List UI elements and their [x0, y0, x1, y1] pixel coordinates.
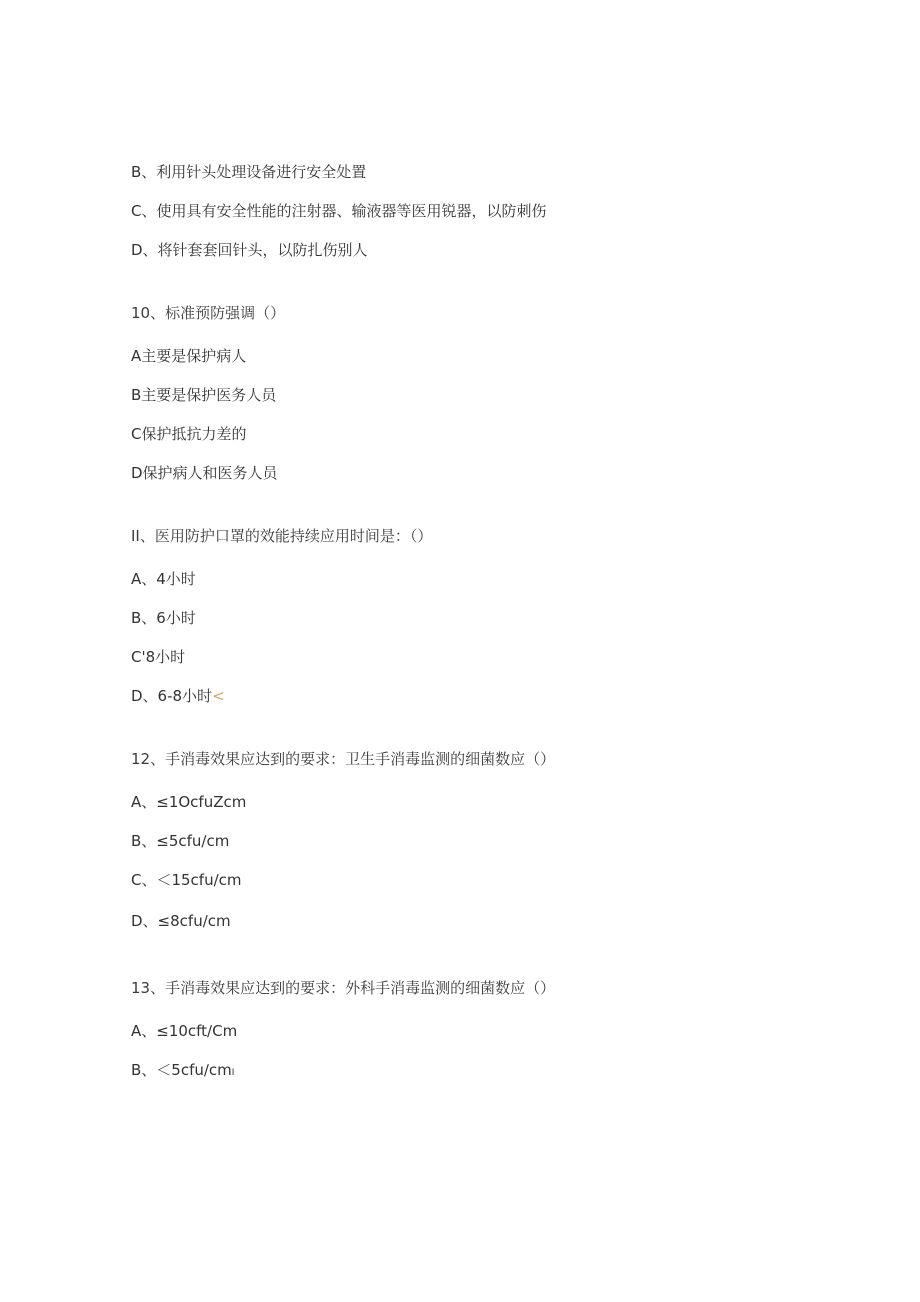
q12-option-c: C、＜15cfu∕cm	[131, 871, 242, 889]
q11-option-d	[131, 686, 225, 706]
q13-option-b-sub: I	[231, 1068, 235, 1078]
q11-option-c: C'8小时	[131, 648, 186, 666]
q12-option-d: D、≤8cfu∕cm	[131, 912, 231, 930]
q13-option-b-text: B、＜5cfu∕cm	[131, 1061, 232, 1079]
q12-question: 12、手消毒效果应达到的要求：卫生手消毒监测的细菌数应（）	[131, 750, 556, 768]
q11-option-d-mark: <	[212, 687, 225, 705]
q11-option-d-text: D、6-8小时	[131, 687, 213, 705]
q9-option-d: D、将针套套回针头，以防扎伤别人	[131, 241, 368, 259]
q12-option-b: B、≤5cfu∕cm	[131, 832, 230, 850]
q13-question: 13、手消毒效果应达到的要求：外科手消毒监测的细菌数应（）	[131, 979, 556, 997]
q10-option-a: A主要是保护病人	[131, 347, 247, 365]
q10-question: 10、标准预防强调（）	[131, 304, 286, 322]
q11-option-a: A、4小时	[131, 570, 196, 588]
q13-option-b	[131, 1060, 234, 1083]
q10-option-b: B主要是保护医务人员	[131, 386, 277, 404]
q13-option-a: A、≤10cft∕Cm	[131, 1022, 238, 1040]
q10-option-c: C保护抵抗力差的	[131, 425, 247, 443]
q11-question: II、医用防护口罩的效能持续应用时间是：（）	[131, 527, 433, 545]
q9-option-c: C、使用具有安全性能的注射器、输液器等医用锐器，以防刺伤	[131, 202, 547, 220]
q11-option-b: B、6小时	[131, 609, 196, 627]
q9-option-b: B、利用针头处理设备进行安全处置	[131, 163, 367, 181]
q10-option-d: D保护病人和医务人员	[131, 464, 278, 482]
q12-option-a: A、≤1OcfuZcm	[131, 793, 247, 811]
